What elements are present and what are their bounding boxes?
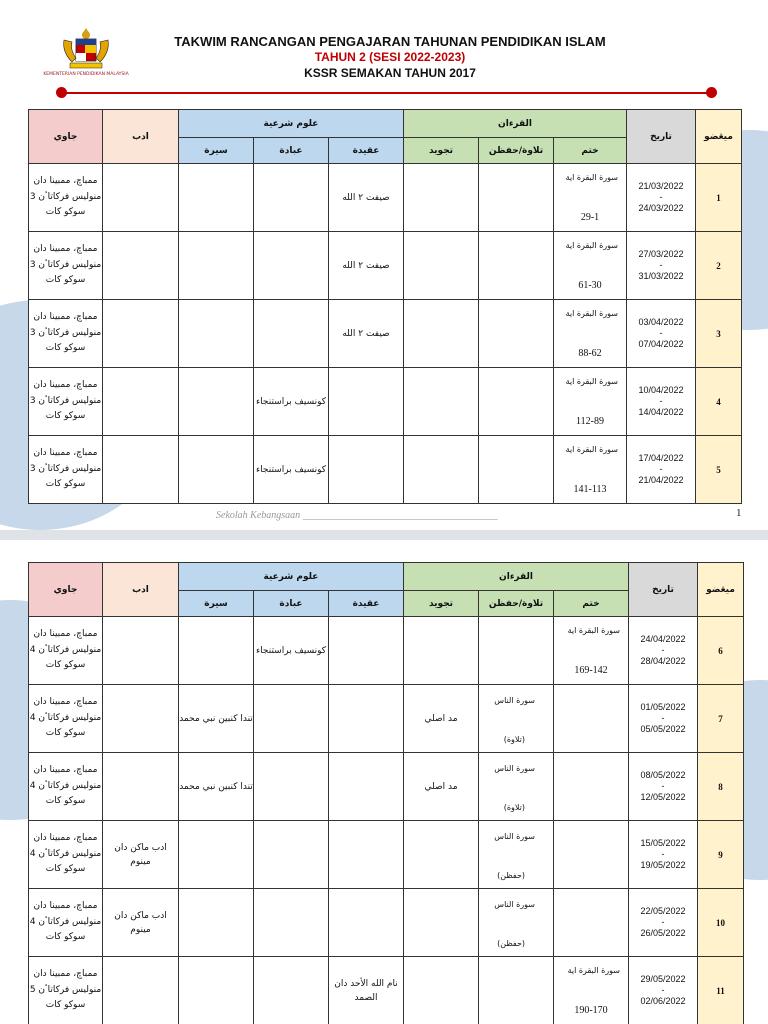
- khatam-surah: سورة البقرة اية: [565, 308, 619, 318]
- coat-of-arms-icon: [58, 26, 114, 72]
- cell-ibadah: [254, 300, 329, 368]
- cell-sirah: [179, 957, 254, 1024]
- table-row: [29, 368, 742, 436]
- date-end: 19/05/2022: [640, 860, 686, 870]
- column-header-minggu: ميڠضو: [698, 563, 744, 617]
- cell-tarikh: [629, 821, 698, 889]
- column-header-tarikh: تاريخ: [627, 110, 696, 164]
- date-end: 31/03/2022: [638, 271, 684, 281]
- date-end: 21/04/2022: [638, 475, 684, 485]
- cell-tarikh: [627, 164, 696, 232]
- date-separator: -: [659, 260, 663, 270]
- cell-tilawah: [479, 300, 554, 368]
- cell-tarikh: [627, 232, 696, 300]
- column-header-ibadah: عبادة: [254, 591, 329, 617]
- cell-tilawah: [479, 617, 554, 685]
- cell-ibadah: [254, 889, 329, 957]
- column-header-tilawah: تلاوة/حفظن: [479, 591, 554, 617]
- date-start: 27/03/2022: [638, 249, 684, 259]
- cell-jawi: ممباچ، ممبينا دان منوليس فركاتاٴن 4 سوكو كات: [29, 617, 103, 685]
- cell-jawi: ممباچ، ممبينا دان منوليس فركاتاٴن 3 سوكو كات: [29, 164, 103, 232]
- cell-tarikh: [627, 300, 696, 368]
- cell-sirah: [179, 617, 254, 685]
- cell-minggu: 1: [696, 164, 742, 232]
- khatam-surah: سورة البقرة اية: [565, 240, 619, 250]
- cell-tajwid: [404, 617, 479, 685]
- date-end: 28/04/2022: [640, 656, 686, 666]
- date-end: 05/05/2022: [640, 724, 686, 734]
- khatam-ayat: 141-113: [573, 483, 607, 495]
- cell-ibadah: كونسيف براستنجاء: [254, 617, 329, 685]
- cell-ibadah: [254, 753, 329, 821]
- date-start: 29/05/2022: [640, 974, 686, 984]
- plan-table: [28, 109, 742, 504]
- cell-adab: ادب ماكن دان مينوم: [103, 821, 179, 889]
- khatam-surah: سورة البقرة اية: [565, 376, 619, 386]
- cell-minggu: 8: [698, 753, 744, 821]
- tilawah-mode: (تلاوة): [503, 734, 526, 744]
- divider-dot-left: [56, 87, 67, 98]
- document-page-2: [0, 540, 768, 1024]
- cell-adab: ادب ماكن دان مينوم: [103, 889, 179, 957]
- khatam-ayat: 190-170: [574, 1004, 608, 1016]
- column-header-adab: ادب: [103, 110, 179, 164]
- cell-sirah: [179, 436, 254, 504]
- date-end: 14/04/2022: [638, 407, 684, 417]
- cell-tarikh: [629, 753, 698, 821]
- table-row: [29, 300, 742, 368]
- column-header-quran: القرءان: [404, 563, 629, 591]
- cell-tarikh: [629, 889, 698, 957]
- cell-khatam: [554, 685, 629, 753]
- cell-jawi: ممباچ، ممبينا دان منوليس فركاتاٴن 5 سوكو كات: [29, 957, 103, 1024]
- cell-khatam: [554, 232, 627, 300]
- cell-sirah: [179, 821, 254, 889]
- cell-jawi: ممباچ، ممبينا دان منوليس فركاتاٴن 3 سوكو كات: [29, 368, 103, 436]
- cell-khatam: [554, 436, 627, 504]
- khatam-ayat: 112-89: [576, 415, 604, 427]
- cell-jawi: ممباچ، ممبينا دان منوليس فركاتاٴن 3 سوكو كات: [29, 436, 103, 504]
- cell-adab: [103, 753, 179, 821]
- cell-tarikh: [629, 617, 698, 685]
- cell-tarikh: [627, 436, 696, 504]
- cell-ibadah: [254, 957, 329, 1024]
- cell-jawi: ممباچ، ممبينا دان منوليس فركاتاٴن 4 سوكو كات: [29, 685, 103, 753]
- table-row: [29, 617, 744, 685]
- table-row: [29, 821, 744, 889]
- table-row: [29, 232, 742, 300]
- date-separator: -: [661, 781, 665, 791]
- cell-tajwid: مد اصلي: [404, 685, 479, 753]
- date-separator: -: [661, 849, 665, 859]
- date-end: 26/05/2022: [640, 928, 686, 938]
- date-start: 21/03/2022: [638, 181, 684, 191]
- cell-khatam: [554, 300, 627, 368]
- cell-tilawah: [479, 232, 554, 300]
- footer-school-name: Sekolah Kebangsaan _______________________________________: [216, 510, 498, 521]
- date-start: 10/04/2022: [638, 385, 684, 395]
- khatam-ayat: 169-142: [574, 664, 608, 676]
- cell-minggu: 7: [698, 685, 744, 753]
- column-header-khatam: ختم: [554, 138, 627, 164]
- column-header-jawi: جاوي: [29, 110, 103, 164]
- cell-minggu: 9: [698, 821, 744, 889]
- column-header-minggu: ميڠضو: [696, 110, 742, 164]
- table-row: [29, 164, 742, 232]
- cell-jawi: ممباچ، ممبينا دان منوليس فركاتاٴن 4 سوكو كات: [29, 821, 103, 889]
- date-separator: -: [659, 328, 663, 338]
- date-separator: -: [661, 713, 665, 723]
- cell-tajwid: [404, 368, 479, 436]
- date-start: 17/04/2022: [638, 453, 684, 463]
- cell-sirah: تندا كنبين نبي محمد: [179, 753, 254, 821]
- cell-tajwid: [404, 957, 479, 1024]
- cell-tarikh: [627, 368, 696, 436]
- date-end: 24/03/2022: [638, 203, 684, 213]
- cell-tajwid: [404, 889, 479, 957]
- cell-akidah: صيفت ٢ الله: [329, 164, 404, 232]
- divider-dot-right: [706, 87, 717, 98]
- khatam-surah: سورة البقرة اية: [567, 625, 621, 635]
- cell-jawi: ممباچ، ممبينا دان منوليس فركاتاٴن 4 سوكو كات: [29, 889, 103, 957]
- column-header-adab: ادب: [103, 563, 179, 617]
- table-row: [29, 753, 744, 821]
- cell-adab: [103, 685, 179, 753]
- cell-khatam: [554, 164, 627, 232]
- cell-tajwid: [404, 436, 479, 504]
- cell-sirah: [179, 889, 254, 957]
- page-gap: [0, 530, 768, 540]
- cell-minggu: 6: [698, 617, 744, 685]
- date-end: 12/05/2022: [640, 792, 686, 802]
- khatam-ayat: 61-30: [578, 279, 602, 291]
- cell-tilawah: [479, 889, 554, 957]
- cell-tajwid: [404, 821, 479, 889]
- cell-tilawah: [479, 821, 554, 889]
- cell-minggu: 3: [696, 300, 742, 368]
- cell-ibadah: [254, 232, 329, 300]
- cell-akidah: نام الله الأحد دان الصمد: [329, 957, 404, 1024]
- cell-akidah: صيفت ٢ الله: [329, 232, 404, 300]
- document-title: TAKWIM RANCANGAN PENGAJARAN TAHUNAN PENDIDIKAN ISLAM: [174, 34, 606, 49]
- cell-akidah: [329, 617, 404, 685]
- tilawah-mode: (حفظن): [497, 938, 526, 948]
- khatam-surah: سورة البقرة اية: [565, 172, 619, 182]
- column-header-tajwid: تجويد: [404, 591, 479, 617]
- date-separator: -: [659, 192, 663, 202]
- tilawah-surah: سورة الناس: [494, 695, 536, 705]
- cell-akidah: [329, 368, 404, 436]
- column-header-ulum-syariah: علوم شرعية: [179, 110, 404, 138]
- cell-khatam: [554, 617, 629, 685]
- cell-sirah: [179, 232, 254, 300]
- cell-jawi: ممباچ، ممبينا دان منوليس فركاتاٴن 4 سوكو كات: [29, 753, 103, 821]
- ministry-name: KEMENTERIAN PENDIDIKAN MALAYSIA: [43, 72, 129, 77]
- cell-akidah: صيفت ٢ الله: [329, 300, 404, 368]
- cell-tajwid: مد اصلي: [404, 753, 479, 821]
- cell-tarikh: [629, 685, 698, 753]
- cell-tajwid: [404, 232, 479, 300]
- cell-tilawah: [479, 957, 554, 1024]
- cell-adab: [103, 368, 179, 436]
- cell-tilawah: [479, 753, 554, 821]
- column-header-ibadah: عبادة: [254, 138, 329, 164]
- cell-adab: [103, 300, 179, 368]
- table-row: [29, 685, 744, 753]
- cell-adab: [103, 232, 179, 300]
- cell-ibadah: [254, 821, 329, 889]
- cell-minggu: 10: [698, 889, 744, 957]
- cell-sirah: [179, 300, 254, 368]
- khatam-surah: سورة البقرة اية: [567, 965, 621, 975]
- tilawah-surah: سورة الناس: [494, 899, 536, 909]
- cell-khatam: [554, 368, 627, 436]
- cell-khatam: [554, 821, 629, 889]
- cell-khatam: [554, 753, 629, 821]
- date-start: 15/05/2022: [640, 838, 686, 848]
- cell-akidah: [329, 685, 404, 753]
- date-separator: -: [659, 464, 663, 474]
- column-header-tajwid: تجويد: [404, 138, 479, 164]
- cell-tilawah: [479, 368, 554, 436]
- cell-jawi: ممباچ، ممبينا دان منوليس فركاتاٴن 3 سوكو كات: [29, 232, 103, 300]
- column-header-khatam: ختم: [554, 591, 629, 617]
- cell-minggu: 11: [698, 957, 744, 1024]
- table-row: [29, 957, 744, 1024]
- cell-ibadah: [254, 164, 329, 232]
- cell-minggu: 5: [696, 436, 742, 504]
- cell-tajwid: [404, 164, 479, 232]
- table-row: [29, 436, 742, 504]
- column-header-tilawah: تلاوة/حفظن: [479, 138, 554, 164]
- plan-table: [28, 562, 744, 1024]
- column-header-jawi: جاوي: [29, 563, 103, 617]
- document-header: [0, 0, 768, 110]
- cell-akidah: [329, 889, 404, 957]
- column-header-ulum-syariah: علوم شرعية: [179, 563, 404, 591]
- header-divider: [62, 92, 712, 94]
- khatam-ayat: 29-1: [580, 211, 600, 223]
- date-separator: -: [661, 985, 665, 995]
- cell-tarikh: [629, 957, 698, 1024]
- cell-tajwid: [404, 300, 479, 368]
- date-start: 22/05/2022: [640, 906, 686, 916]
- khatam-ayat: 88-62: [578, 347, 602, 359]
- date-end: 07/04/2022: [638, 339, 684, 349]
- cell-minggu: 4: [696, 368, 742, 436]
- tilawah-surah: سورة الناس: [494, 831, 536, 841]
- column-header-tarikh: تاريخ: [629, 563, 698, 617]
- date-separator: -: [661, 917, 665, 927]
- date-separator: -: [661, 645, 665, 655]
- khatam-surah: سورة البقرة اية: [565, 444, 619, 454]
- cell-ibadah: كونسيف براستنجاء: [254, 436, 329, 504]
- cell-akidah: [329, 821, 404, 889]
- cell-sirah: [179, 368, 254, 436]
- cell-adab: [103, 436, 179, 504]
- tilawah-surah: سورة الناس: [494, 763, 536, 773]
- column-header-akidah: عقيدة: [329, 138, 404, 164]
- cell-jawi: ممباچ، ممبينا دان منوليس فركاتاٴن 3 سوكو كات: [29, 300, 103, 368]
- cell-khatam: [554, 957, 629, 1024]
- date-start: 08/05/2022: [640, 770, 686, 780]
- cell-akidah: [329, 753, 404, 821]
- tilawah-mode: (تلاوة): [503, 802, 526, 812]
- table-row: [29, 889, 744, 957]
- cell-adab: [103, 957, 179, 1024]
- date-end: 02/06/2022: [640, 996, 686, 1006]
- cell-sirah: تندا كنبين نبي محمد: [179, 685, 254, 753]
- date-start: 01/05/2022: [640, 702, 686, 712]
- document-subtitle-curriculum: KSSR SEMAKAN TAHUN 2017: [304, 66, 476, 80]
- cell-sirah: [179, 164, 254, 232]
- date-start: 24/04/2022: [640, 634, 686, 644]
- column-header-sirah: سيرة: [179, 591, 254, 617]
- date-separator: -: [659, 396, 663, 406]
- page-number: 1: [736, 507, 742, 519]
- cell-ibadah: كونسيف براستنجاء: [254, 368, 329, 436]
- cell-tilawah: [479, 436, 554, 504]
- cell-ibadah: [254, 685, 329, 753]
- column-header-akidah: عقيدة: [329, 591, 404, 617]
- cell-khatam: [554, 889, 629, 957]
- cell-tilawah: [479, 164, 554, 232]
- column-header-quran: القرءان: [404, 110, 627, 138]
- cell-adab: [103, 617, 179, 685]
- document-subtitle-session: TAHUN 2 (SESI 2022-2023): [314, 50, 466, 64]
- cell-minggu: 2: [696, 232, 742, 300]
- tilawah-mode: (حفظن): [497, 870, 526, 880]
- cell-akidah: [329, 436, 404, 504]
- cell-tilawah: [479, 685, 554, 753]
- column-header-sirah: سيرة: [179, 138, 254, 164]
- cell-adab: [103, 164, 179, 232]
- date-start: 03/04/2022: [638, 317, 684, 327]
